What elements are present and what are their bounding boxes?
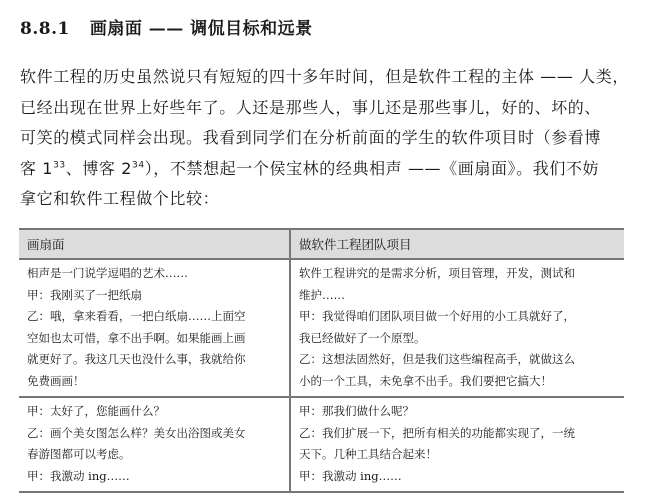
- cell-line: 春游图都可以考虑。: [27, 447, 131, 461]
- cell-line: 甲：我激动 ing……: [299, 468, 402, 483]
- paragraph-line: 已经出现在世界上好些年了。人还是那些人，事儿还是那些事儿，好的、坏的、: [20, 97, 602, 117]
- header-software-project: 做软件工程团队项目: [290, 229, 624, 259]
- cell-line: 软件工程讲究的是需求分析，项目管理，开发，测试和: [299, 266, 575, 280]
- cell-line: 就更好了。我这几天也没什么事，我就给你: [27, 352, 246, 366]
- footnote-ref-34[interactable]: 34: [132, 160, 145, 171]
- cell-line: 乙：画个美女图怎么样？美女出浴图或美女: [27, 425, 246, 440]
- cell-left: [19, 397, 290, 492]
- table-row: [19, 397, 624, 492]
- section-heading: [20, 14, 313, 39]
- table-header-row: [19, 229, 624, 259]
- cell-line: 天下。几种工具结合起来！: [299, 447, 437, 461]
- intro-paragraph: [20, 62, 632, 215]
- cell-line: 乙：哦，拿来看看，一把白纸扇……上面空: [27, 309, 246, 323]
- cell-line: 甲：那我们做什么呢？: [299, 404, 414, 418]
- cell-line: 乙：我们扩展一下，把所有相关的功能都实现了，一统: [299, 425, 575, 440]
- cell-line: 免费画画！: [27, 373, 85, 388]
- cell-line: 甲：太好了，您能画什么？: [27, 404, 165, 418]
- table-row: [19, 259, 624, 397]
- cell-left: [19, 259, 290, 397]
- text-span: 客 1: [20, 158, 54, 178]
- text-span: ），不禁想起一个侯宝林的经典相声 ——《画扇面》。我们不妨: [144, 158, 600, 178]
- cell-line: 我已经做好了一个原型。: [299, 330, 426, 345]
- cell-line: 乙：这想法固然好，但是我们这些编程高手，就做这么: [299, 352, 575, 366]
- section-title: 画扇面 —— 调侃目标和远景: [89, 19, 313, 39]
- comparison-table: [19, 228, 624, 493]
- cell-line: 甲：我激动 ing……: [27, 468, 130, 483]
- cell-line: 空如也太可惜，拿不出手啊。如果能画上画: [27, 330, 246, 345]
- section-number: 8.8.1: [20, 19, 70, 39]
- paragraph-line: 可笑的模式同样会出现。我看到同学们在分析前面的学生的软件项目时（参看博: [20, 128, 602, 147]
- text-span: 、博客 2: [65, 158, 133, 178]
- paragraph-line: 软件工程的历史虽然说只有短短的四十多年时间，但是软件工程的主体 —— 人类，: [20, 67, 629, 86]
- paragraph-line: [20, 154, 632, 185]
- cell-right: [290, 259, 624, 397]
- footnote-ref-33[interactable]: 33: [53, 160, 66, 171]
- header-huashanmian: 画扇面: [19, 229, 290, 259]
- cell-right: [290, 397, 624, 492]
- cell-line: 甲：我觉得咱们团队项目做一个好用的小工具就好了，: [299, 309, 575, 323]
- cell-line: 小的一个工具，未免拿不出手。我们要把它搞大！: [299, 373, 552, 388]
- paragraph-line: 拿它和软件工程做个比较：: [20, 189, 220, 208]
- cell-line: 甲：我刚买了一把纸扇: [27, 287, 142, 302]
- cell-line: 维护……: [299, 287, 345, 302]
- cell-line: 相声是一门说学逗唱的艺术……: [27, 266, 188, 280]
